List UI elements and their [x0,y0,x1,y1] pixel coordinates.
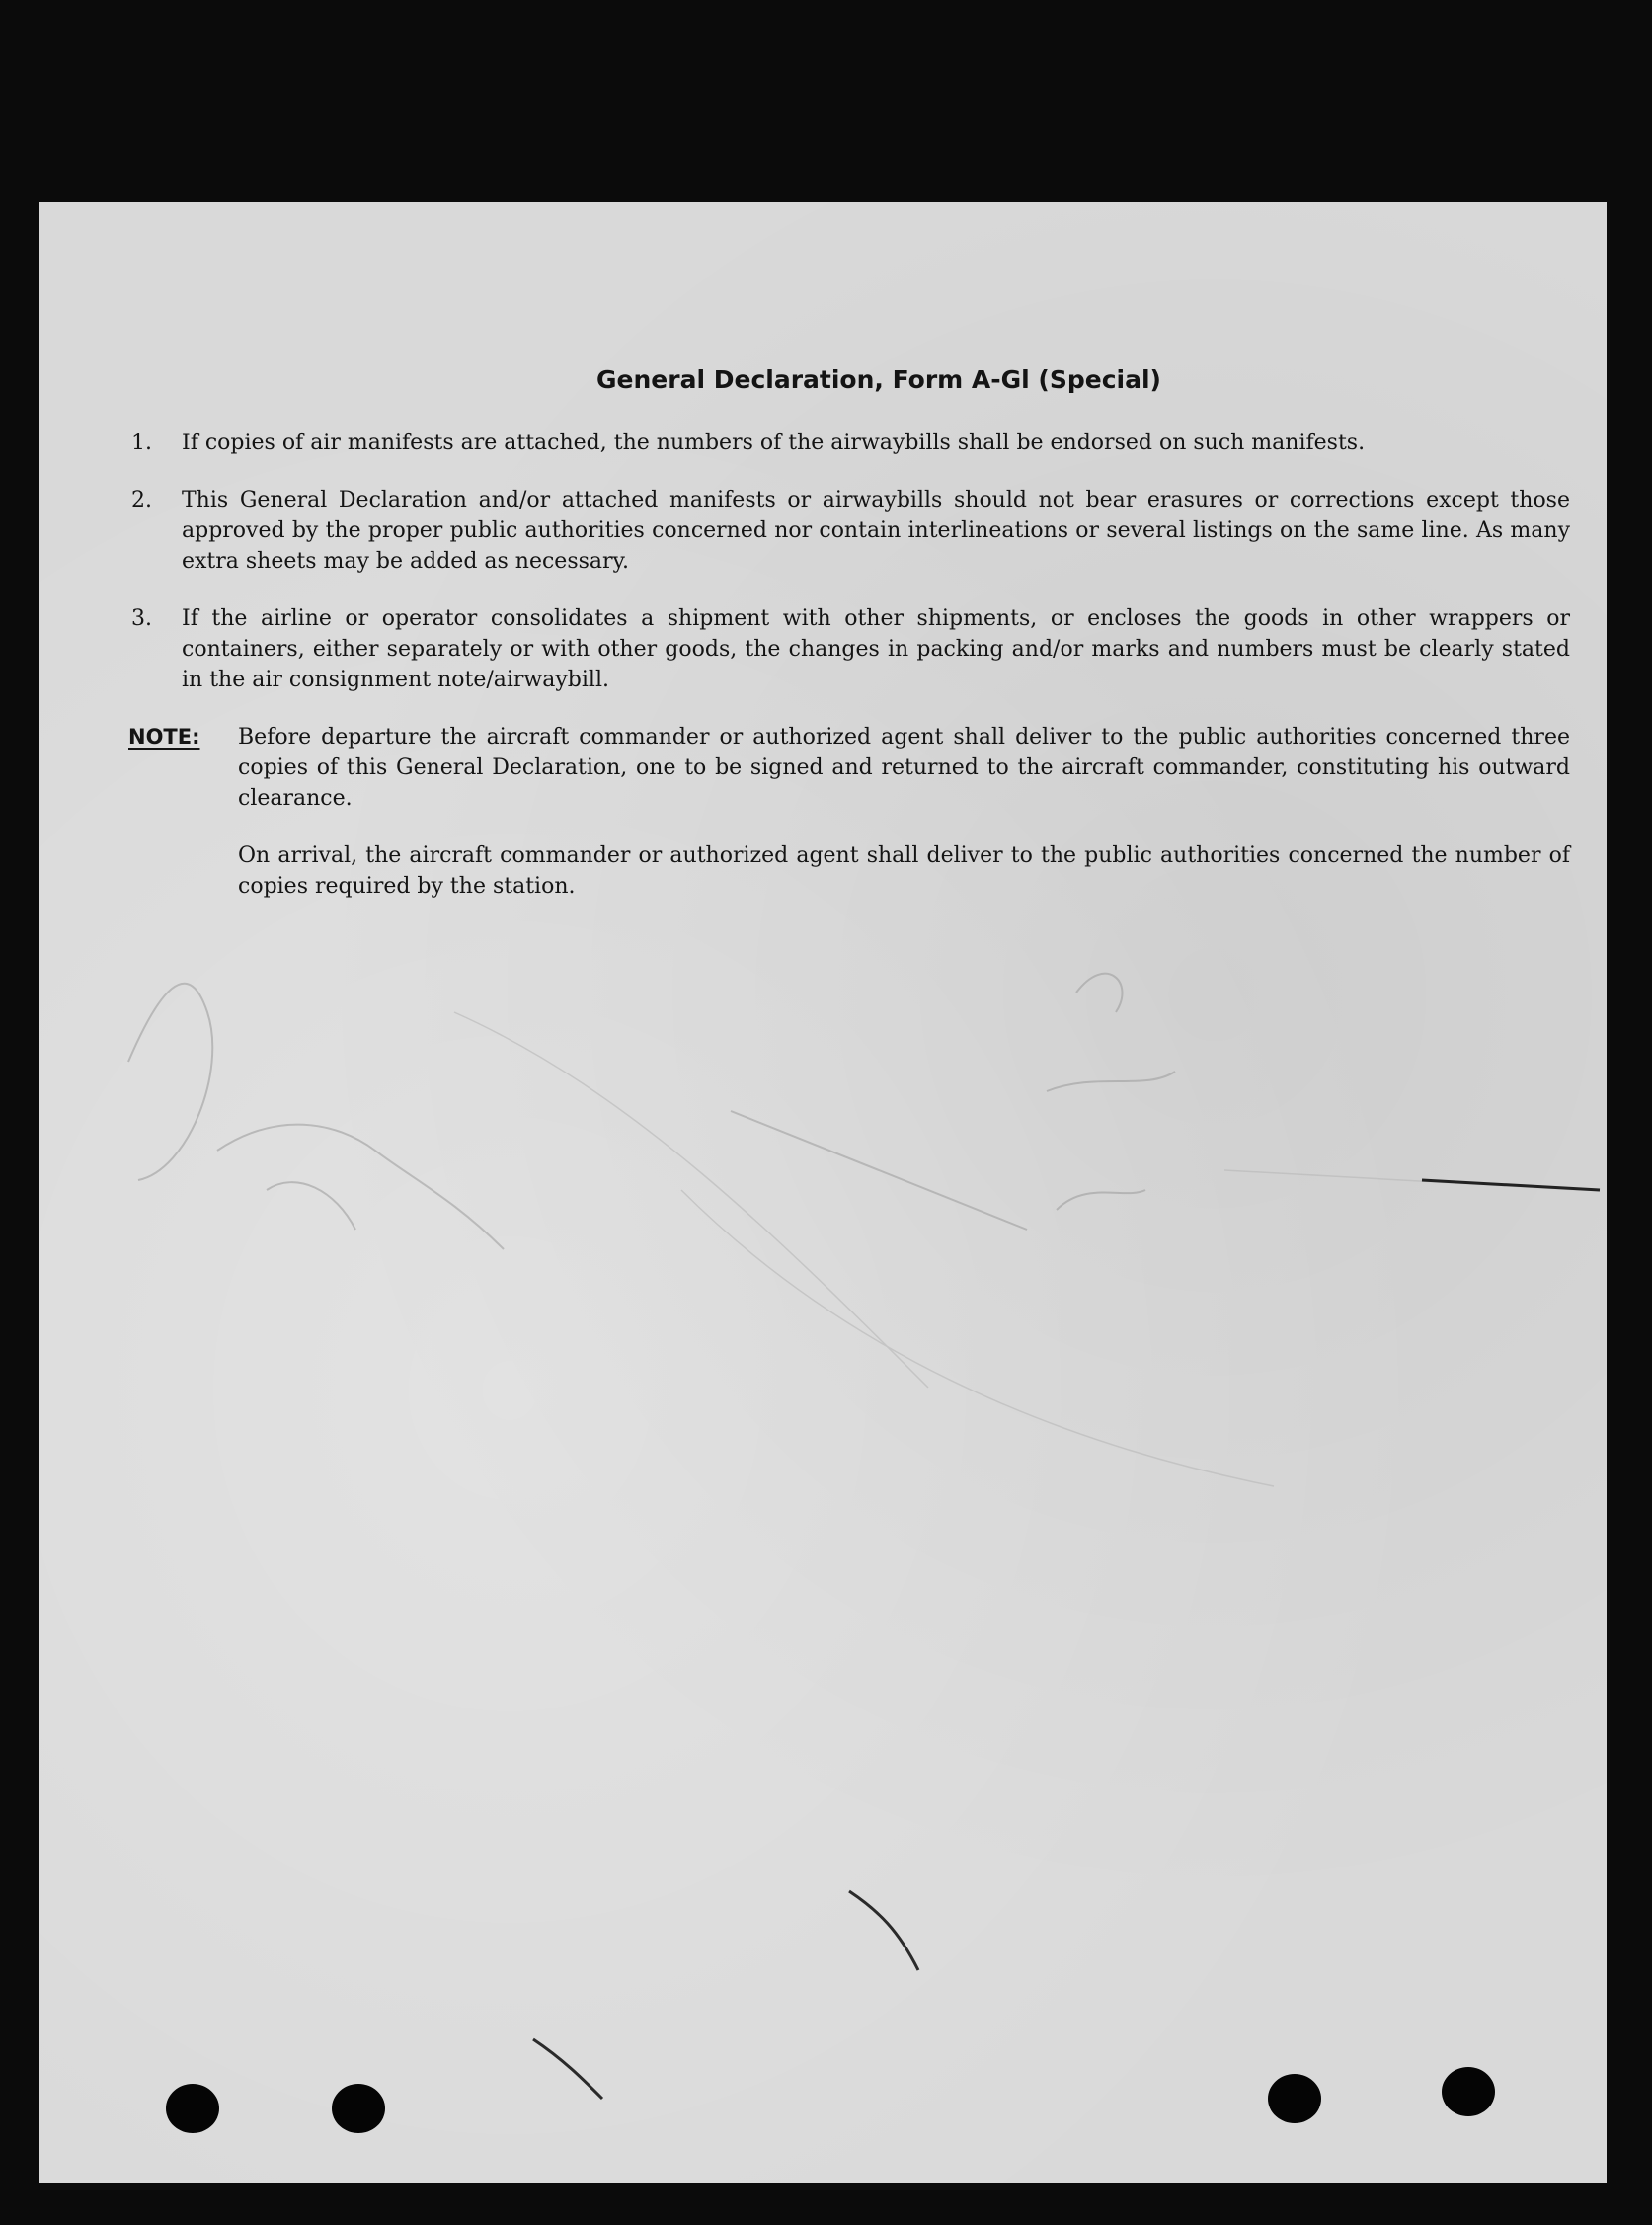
note-paragraph: Before departure the aircraft commander or authorized agent shall deliver to the public authorities concerned three copies of this General Declaration, one to be signed and returned to the aircraft commander, constituting his outward clearance. [238,725,1570,811]
punch-hole [1442,2067,1495,2116]
punch-hole [166,2084,219,2133]
paper-sheet [39,202,1607,2183]
item-number: 1. [131,431,152,455]
item-number: 2. [131,488,152,513]
note-section [128,722,1570,928]
note-label-text: NOTE: [128,725,200,749]
instructions-content [128,365,1570,928]
form-title: General Declaration, Form A-Gl (Special) [596,365,1161,394]
punch-hole [1268,2074,1321,2123]
note-body [238,722,1570,928]
instruction-item [128,485,1570,577]
item-text: If the airline or operator consolidates a shipment with other shipments, or encloses the goods in other wrappers or containers, either separately or with other goods, the changes in packing and/or marks and numbers must be clearly stated in the air consignment note/airwaybill. [182,606,1570,692]
instruction-item [128,428,1570,458]
item-text: This General Declaration and/or attached manifests or airwaybills should not bear erasures or corrections except those approved by the proper public authorities concerned nor contain interlineations or several listings on the same line. As many extra sheets may be added as necessary. [182,488,1570,574]
note-paragraph: On arrival, the aircraft commander or authorized agent shall deliver to the public authorities concerned the number of copies required by the station. [238,843,1570,899]
note-label [128,722,238,928]
item-number: 3. [131,606,152,631]
instruction-item [128,603,1570,695]
item-text: If copies of air manifests are attached, the numbers of the airwaybills shall be endorsed on such manifests. [182,431,1366,455]
punch-hole [332,2084,385,2133]
